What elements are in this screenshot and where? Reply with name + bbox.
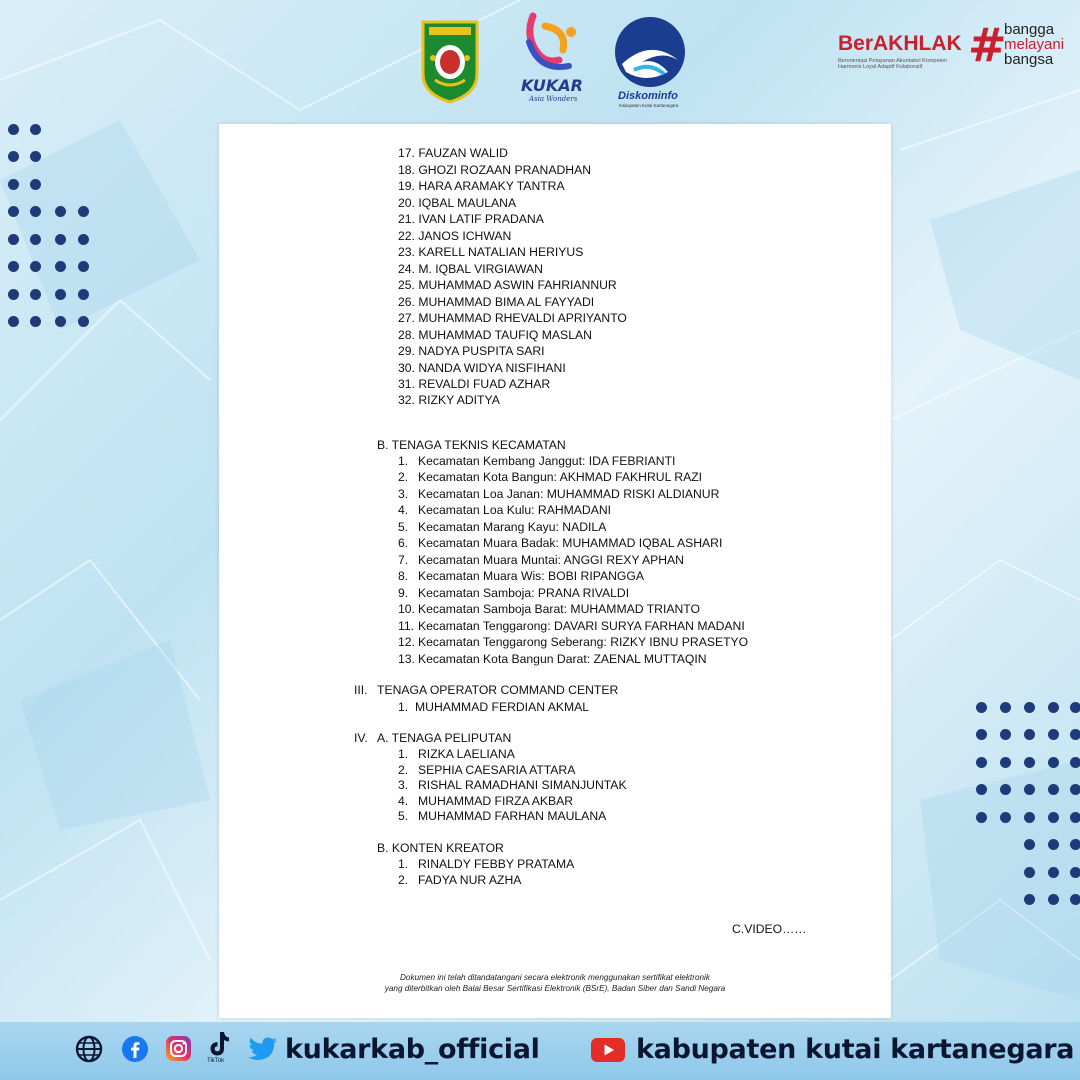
kukar-tagline: Asia Wonders [529,95,578,103]
list-item: 19. HARA ARAMAKY TANTRA [398,179,565,193]
list-item: 9. Kecamatan Samboja: PRANA RIVALDI [398,586,630,600]
diskominfo-wordmark: Diskominfo [618,90,678,102]
list-item: 1. MUHAMMAD FERDIAN AKMAL [398,700,590,714]
list-item: 25. MUHAMMAD ASWIN FAHRIANNUR [398,278,617,292]
list-item: 1. RIZKA LAELIANA [398,747,515,761]
list-item: 31. REVALDI FUAD AZHAR [398,377,551,391]
berakhlak-logo [838,18,1065,72]
list-item: 29. NADYA PUSPITA SARI [398,344,545,358]
kukar-coat-of-arms-logo [419,18,481,104]
list-item: 2. Kecamatan Kota Bangun: AKHMAD FAKHRUL RAZI [398,470,703,484]
berakhlak-wordmark: BerAKHLAK [838,32,962,55]
list-item: 7. Kecamatan Muara Muntai: ANGGI REXY APHAN [398,553,684,567]
list-item: 11. Kecamatan Tenggarong: DAVARI SURYA FARHAN MADANI [398,619,745,633]
list-item: 30. NANDA WIDYA NISFIHANI [398,361,566,375]
tagline-line-1: bangga [1004,21,1055,38]
youtube-channel-name[interactable]: kabupaten kutai kartanegara [636,1034,1075,1065]
list-item: 13. Kecamatan Kota Bangun Darat: ZAENAL MUTTAQIN [398,652,707,666]
list-item: 23. KARELL NATALIAN HERIYUS [398,245,584,259]
section-iv-heading: IV. A. TENAGA PELIPUTAN [354,731,512,745]
list-item: 2. SEPHIA CAESARIA ATTARA [398,763,576,777]
diskominfo-subtitle: Kabupaten Kutai Kartanegara [619,103,679,108]
twitter-icon[interactable] [248,1037,278,1062]
berakhlak-values: Berorientasi Pelayanan Akuntabel Kompeten Harmonis Loyal Adaptif Kolaboratif [838,58,948,70]
facebook-icon[interactable] [121,1035,149,1063]
youtube-icon[interactable] [591,1038,625,1062]
list-item: 10. Kecamatan Samboja Barat: MUHAMMAD TRIANTO [398,602,700,616]
list-item: 5. Kecamatan Marang Kayu: NADILA [398,520,607,534]
list-item: 32. RIZKY ADITYA [398,393,500,407]
tiktok-label: TikTok [207,1058,225,1064]
list-item: 5. MUHAMMAD FARHAN MAULANA [398,809,607,823]
section-iv-b-heading: B. KONTEN KREATOR [377,841,504,855]
list-item: 18. GHOZI ROZAAN PRANADHAN [398,163,592,177]
tiktok-link[interactable] [206,1030,234,1070]
e-signature-note-line-2: yang diterbitkan oleh Balai Besar Sertifikasi Elektronik (BSrE), Badan Siber dan Sandi Negara [384,984,726,993]
hashtag-icon: # [968,18,1007,72]
social-handle[interactable]: kukarkab_official [285,1034,540,1065]
list-item: 6. Kecamatan Muara Badak: MUHAMMAD IQBAL ASHARI [398,536,723,550]
bangga-melayani-bangsa-tagline [1004,22,1064,67]
list-item: 22. JANOS ICHWAN [398,229,512,243]
continued-marker: C.VIDEO…… [732,922,807,936]
list-item: 20. IQBAL MAULANA [398,196,517,210]
list-item: 12. Kecamatan Tenggarong Seberang: RIZKY IBNU PRASETYO [398,635,749,649]
list-item: 2. FADYA NUR AZHA [398,873,522,887]
list-item: 3. Kecamatan Loa Janan: MUHAMMAD RISKI ALDIANUR [398,487,720,501]
list-item: 17. FAUZAN WALID [398,146,508,160]
list-item: 24. M. IQBAL VIRGIAWAN [398,262,543,276]
tiktok-icon [206,1030,232,1058]
document-page [219,124,891,1018]
list-item: 4. Kecamatan Loa Kulu: RAHMADANI [398,503,612,517]
tagline-line-3: bangsa [1004,51,1054,68]
list-item: 28. MUHAMMAD TAUFIQ MASLAN [398,328,592,342]
instagram-icon[interactable] [165,1035,192,1062]
diskominfo-logo [612,14,688,110]
tagline-line-2: melayani [1004,36,1065,53]
list-item: 26. MUHAMMAD BIMA AL FAYYADI [398,295,595,309]
list-item: 1. Kecamatan Kembang Janggut: IDA FEBRIANTI [398,454,676,468]
list-item: 27. MUHAMMAD RHEVALDI APRIYANTO [398,311,627,325]
section-b-heading: B. TENAGA TEKNIS KECAMATAN [377,438,566,452]
globe-icon[interactable] [75,1035,103,1063]
kukar-wordmark: KUKAR [521,76,583,95]
list-item: 3. RISHAL RAMADHANI SIMANJUNTAK [398,778,627,792]
section-iii-heading: III. TENAGA OPERATOR COMMAND CENTER [354,683,619,697]
social-footer-bar [0,1022,1080,1080]
list-item: 8. Kecamatan Muara Wis: BOBI RIPANGGA [398,569,644,583]
e-signature-note-line-1: Dokumen ini telah ditandatangani secara elektronik menggunakan sertifikat elektronik [400,973,710,982]
list-item: 21. IVAN LATIF PRADANA [398,212,544,226]
list-item: 1. RINALDY FEBBY PRATAMA [398,857,575,871]
kukar-asia-wonders-logo [515,12,585,108]
list-item: 4. MUHAMMAD FIRZA AKBAR [398,794,574,808]
